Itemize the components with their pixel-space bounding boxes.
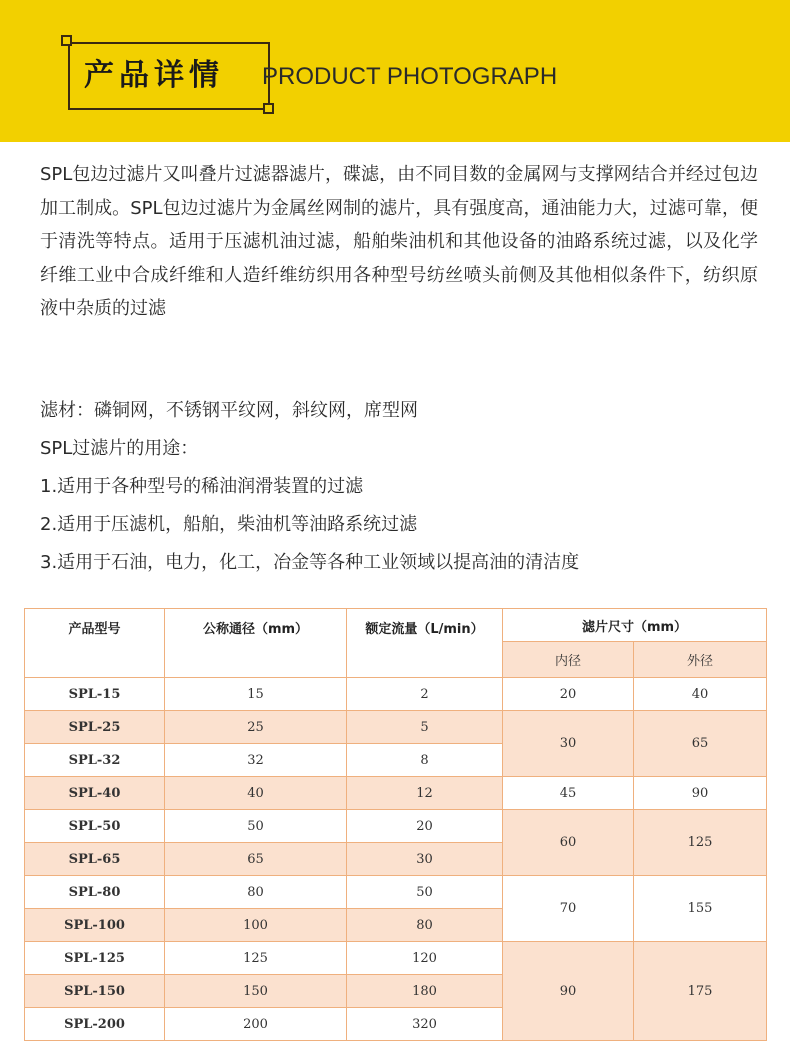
cell-flow: 30 bbox=[347, 843, 503, 876]
use-item-1: 1.适用于各种型号的稀油润滑装置的过滤 bbox=[40, 476, 364, 497]
cell-nominal: 15 bbox=[165, 678, 347, 711]
cell-inner: 70 bbox=[503, 876, 634, 942]
table-row bbox=[25, 678, 767, 711]
frame-corner-bottom-right bbox=[263, 103, 274, 114]
cell-flow: 320 bbox=[347, 1008, 503, 1041]
use-item-3: 3.适用于石油，电力，化工，冶金等各种工业领域以提高油的清洁度 bbox=[40, 552, 580, 573]
cell-nominal: 40 bbox=[165, 777, 347, 810]
cell-model: SPL-25 bbox=[25, 711, 165, 744]
cell-model: SPL-150 bbox=[25, 975, 165, 1008]
cell-nominal: 200 bbox=[165, 1008, 347, 1041]
cell-inner: 90 bbox=[503, 942, 634, 1041]
product-description bbox=[40, 158, 758, 326]
cell-nominal: 50 bbox=[165, 810, 347, 843]
cell-nominal: 100 bbox=[165, 909, 347, 942]
cell-model: SPL-32 bbox=[25, 744, 165, 777]
cell-flow: 8 bbox=[347, 744, 503, 777]
cell-model: SPL-200 bbox=[25, 1008, 165, 1041]
cell-model: SPL-100 bbox=[25, 909, 165, 942]
cell-nominal: 80 bbox=[165, 876, 347, 909]
cell-inner: 30 bbox=[503, 711, 634, 777]
page-subtitle: PRODUCT PHOTOGRAPH bbox=[262, 63, 558, 90]
cell-flow: 5 bbox=[347, 711, 503, 744]
cell-nominal: 25 bbox=[165, 711, 347, 744]
header-model: 产品型号 bbox=[25, 609, 165, 678]
table-row bbox=[25, 810, 767, 843]
cell-model: SPL-40 bbox=[25, 777, 165, 810]
table-row bbox=[25, 777, 767, 810]
cell-inner: 45 bbox=[503, 777, 634, 810]
cell-outer: 65 bbox=[634, 711, 767, 777]
cell-inner: 20 bbox=[503, 678, 634, 711]
cell-model: SPL-80 bbox=[25, 876, 165, 909]
cell-nominal: 125 bbox=[165, 942, 347, 975]
cell-nominal: 32 bbox=[165, 744, 347, 777]
cell-flow: 2 bbox=[347, 678, 503, 711]
cell-nominal: 65 bbox=[165, 843, 347, 876]
cell-flow: 50 bbox=[347, 876, 503, 909]
table-row bbox=[25, 942, 767, 975]
table-row bbox=[25, 876, 767, 909]
header-size: 滤片尺寸（mm） bbox=[503, 609, 767, 642]
product-details-list bbox=[40, 392, 758, 582]
uses-title: SPL过滤片的用途： bbox=[40, 438, 199, 459]
table-header-row bbox=[25, 609, 767, 642]
material-line: 滤材：磷铜网，不锈钢平纹网，斜纹网，席型网 bbox=[40, 400, 418, 421]
cell-outer: 125 bbox=[634, 810, 767, 876]
cell-nominal: 150 bbox=[165, 975, 347, 1008]
header-inner: 内径 bbox=[503, 642, 634, 678]
cell-model: SPL-65 bbox=[25, 843, 165, 876]
use-item-2: 2.适用于压滤机，船舶，柴油机等油路系统过滤 bbox=[40, 514, 418, 535]
page-title: 产品详情 bbox=[84, 58, 224, 93]
cell-model: SPL-125 bbox=[25, 942, 165, 975]
cell-model: SPL-50 bbox=[25, 810, 165, 843]
cell-outer: 175 bbox=[634, 942, 767, 1041]
table-row bbox=[25, 711, 767, 744]
cell-flow: 20 bbox=[347, 810, 503, 843]
cell-model: SPL-15 bbox=[25, 678, 165, 711]
header-flow: 额定流量（L/min） bbox=[347, 609, 503, 678]
cell-outer: 90 bbox=[634, 777, 767, 810]
spec-table bbox=[24, 608, 767, 1041]
cell-inner: 60 bbox=[503, 810, 634, 876]
cell-flow: 120 bbox=[347, 942, 503, 975]
description-paragraph: SPL包边过滤片又叫叠片过滤器滤片，碟滤，由不同目数的金属网与支撑网结合并经过包边加工制成。SPL包边过滤片为金属丝网制的滤片，具有强度高，通油能力大，过滤可靠，便于清洗等特点。适用于压滤机油过滤，船舶柴油机和其他设备的油路系统过滤，以及化学纤维工业中合成纤维和人造纤维纺织用各种型号纺丝喷头前侧及其他相似条件下，纺织原液中杂质的过滤 bbox=[40, 164, 758, 319]
cell-flow: 12 bbox=[347, 777, 503, 810]
frame-corner-top-left bbox=[61, 35, 72, 46]
cell-flow: 80 bbox=[347, 909, 503, 942]
header-nominal: 公称通径（mm） bbox=[165, 609, 347, 678]
cell-outer: 40 bbox=[634, 678, 767, 711]
cell-outer: 155 bbox=[634, 876, 767, 942]
cell-flow: 180 bbox=[347, 975, 503, 1008]
header-outer: 外径 bbox=[634, 642, 767, 678]
